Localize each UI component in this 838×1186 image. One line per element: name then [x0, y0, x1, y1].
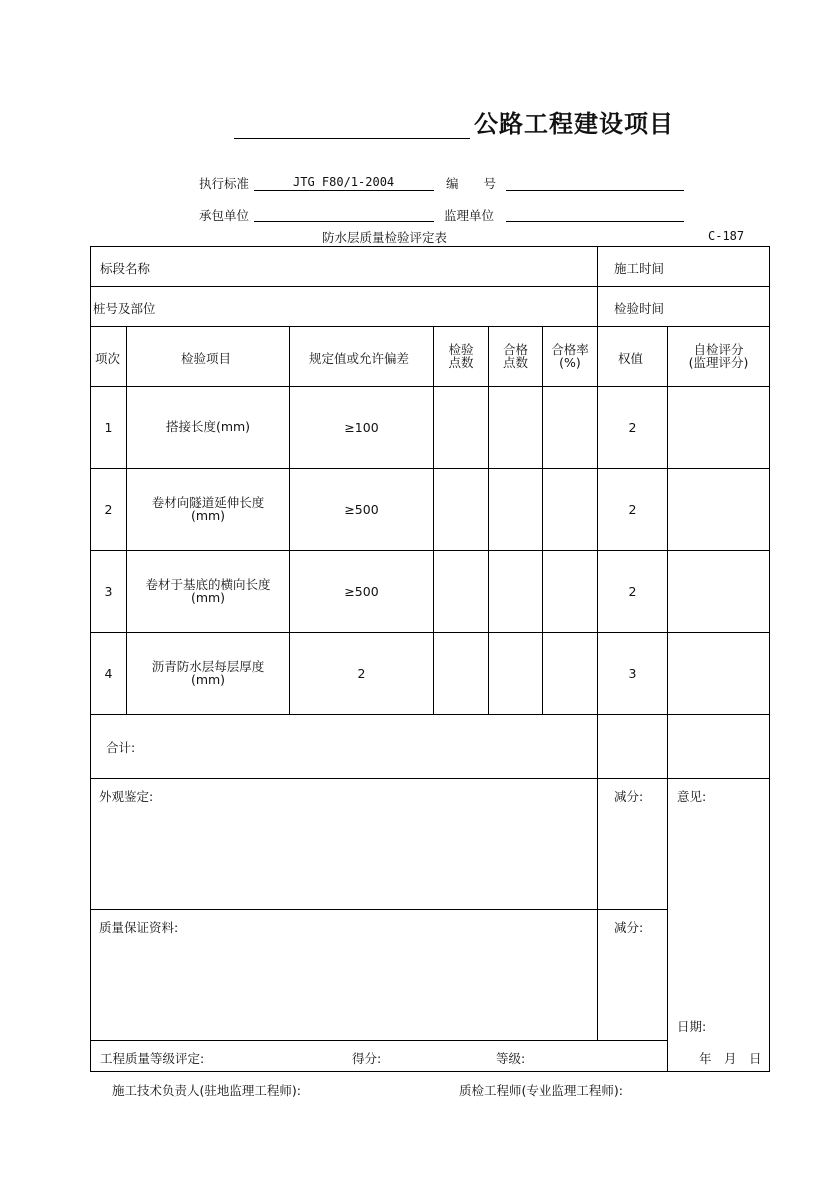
opinion-label: 意见: — [677, 789, 707, 804]
col-pass-points-line2: 点数 — [502, 355, 528, 370]
row3-item-line2: (mm) — [190, 590, 226, 605]
construction-time-label: 施工时间 — [614, 261, 665, 276]
col-pass-points-line1: 合格 — [502, 342, 528, 357]
col-pass-rate-line2: (%) — [559, 355, 581, 370]
row3-weight: 2 — [628, 584, 637, 599]
signature-left-label: 施工技术负责人(驻地监理工程师): — [112, 1083, 301, 1098]
contractor-label: 承包单位 — [199, 208, 250, 223]
row3-item-line1: 卷材于基底的横向长度 — [145, 577, 271, 592]
col-item-no: 项次 — [95, 351, 121, 366]
form-code: C-187 — [708, 229, 745, 243]
number-underline — [506, 190, 684, 191]
col-pass-points — [489, 343, 542, 369]
col-self-score-line1: 自检评分 — [693, 342, 744, 357]
form-title: 防水层质量检验评定表 — [322, 230, 448, 245]
col-points — [434, 343, 488, 369]
row1-no: 1 — [104, 420, 113, 435]
row4-no: 4 — [104, 666, 113, 681]
date-label: 日期: — [677, 1019, 707, 1034]
row2-weight: 2 — [628, 502, 637, 517]
row2-no: 2 — [104, 502, 113, 517]
standard-label: 执行标准 — [199, 176, 250, 191]
grade-label: 等级: — [496, 1051, 526, 1066]
row4-spec: 2 — [357, 666, 366, 681]
row1-weight: 2 — [628, 420, 637, 435]
col-pass-rate-line1: 合格率 — [551, 342, 589, 357]
signature-right-label: 质检工程师(专业监理工程师): — [459, 1083, 623, 1098]
page-title: 公路工程建设项目 — [474, 110, 674, 138]
row2-item — [127, 496, 289, 522]
grade-eval-label: 工程质量等级评定: — [100, 1051, 205, 1066]
quality-docs-label: 质量保证资料: — [99, 920, 179, 935]
section-name-label: 标段名称 — [100, 261, 151, 276]
col-pass-rate — [543, 343, 597, 369]
row1-item — [127, 420, 289, 433]
row3-spec: ≥500 — [344, 584, 379, 599]
col-weight: 权值 — [618, 351, 644, 366]
project-name-blank — [234, 138, 470, 139]
total-label: 合计: — [106, 740, 136, 755]
supervisor-underline — [506, 221, 684, 222]
station-part-label: 桩号及部位 — [93, 301, 156, 316]
row4-item-line2: (mm) — [190, 672, 226, 687]
appearance-label: 外观鉴定: — [99, 789, 154, 804]
row4-weight: 3 — [628, 666, 637, 681]
row4-item — [127, 660, 289, 686]
col-self-score — [668, 343, 769, 369]
row2-item-line1: 卷材向隧道延伸长度 — [151, 495, 265, 510]
col-self-score-line2: (监理评分) — [688, 355, 749, 370]
col-spec: 规定值或允许偏差 — [309, 351, 410, 366]
contractor-underline — [254, 221, 434, 222]
row3-no: 3 — [104, 584, 113, 599]
supervisor-label: 监理单位 — [444, 208, 495, 223]
score-label: 得分: — [352, 1051, 382, 1066]
row1-spec: ≥100 — [344, 420, 379, 435]
col-inspection-item: 检验项目 — [181, 351, 232, 366]
row2-item-line2: (mm) — [190, 508, 226, 523]
col-points-line2: 点数 — [448, 355, 474, 370]
standard-value: JTG F80/1-2004 — [293, 175, 395, 189]
deduct-docs-label: 减分: — [614, 920, 644, 935]
date-ymd: 年 月 日 — [699, 1051, 762, 1066]
row4-item-line1: 沥青防水层每层厚度 — [151, 659, 265, 674]
row3-item — [127, 578, 289, 604]
row1-item-line1: 搭接长度(mm) — [165, 419, 251, 434]
deduct-appearance-label: 减分: — [614, 789, 644, 804]
standard-underline — [254, 190, 434, 191]
number-label: 编 号 — [446, 176, 497, 191]
row2-spec: ≥500 — [344, 502, 379, 517]
col-points-line1: 检验 — [448, 342, 474, 357]
inspection-time-label: 检验时间 — [614, 301, 665, 316]
